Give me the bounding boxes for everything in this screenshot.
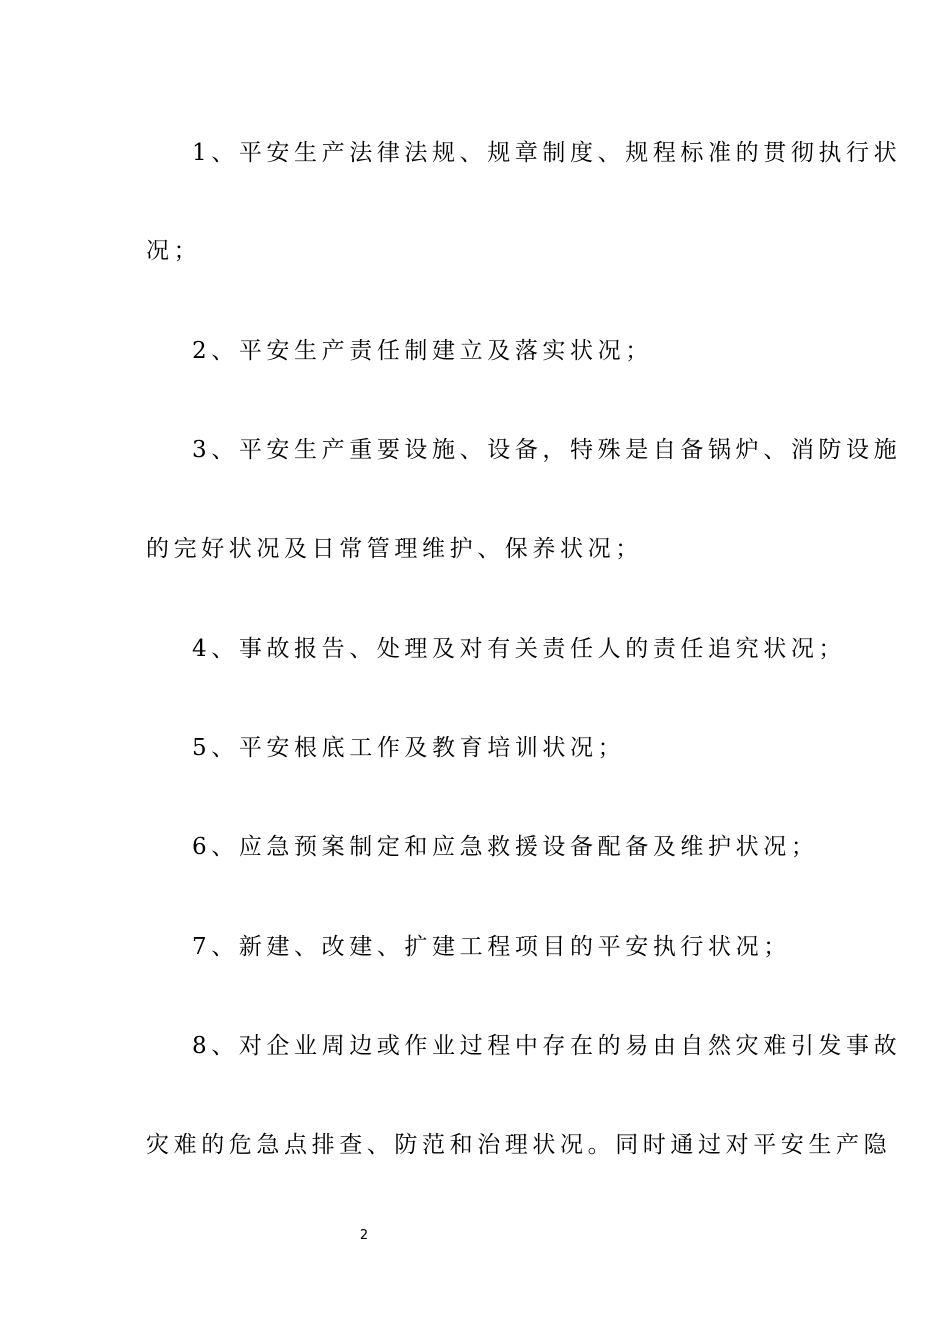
item-8-line-2: 灾难的危急点排查、防范和治理状况。同时通过对平安生产隐 bbox=[146, 1132, 892, 1158]
page-number: 2 bbox=[359, 1228, 369, 1243]
item-6-line: 6、应急预案制定和应急救援设备配备及维护状况； bbox=[192, 834, 819, 860]
item-8-line-1: 8、对企业周边或作业过程中存在的易由自然灾难引发事故 bbox=[192, 1033, 902, 1059]
item-4-line: 4、事故报告、处理及对有关责任人的责任追究状况； bbox=[192, 636, 847, 662]
item-3-line-1: 3、平安生产重要设施、设备，特殊是自备锅炉、消防设施 bbox=[192, 437, 902, 463]
item-1-line-1: 1、平安生产法律法规、规章制度、规程标准的贯彻执行状 bbox=[192, 140, 902, 166]
item-1-line-2: 况； bbox=[146, 238, 202, 264]
item-3-line-2: 的完好状况及日常管理维护、保养状况； bbox=[146, 536, 643, 562]
item-5-line: 5、平安根底工作及教育培训状况； bbox=[192, 735, 626, 761]
item-2-line: 2、平安生产责任制建立及落实状况； bbox=[192, 338, 653, 364]
item-7-line: 7、新建、改建、扩建工程项目的平安执行状况； bbox=[192, 934, 791, 960]
